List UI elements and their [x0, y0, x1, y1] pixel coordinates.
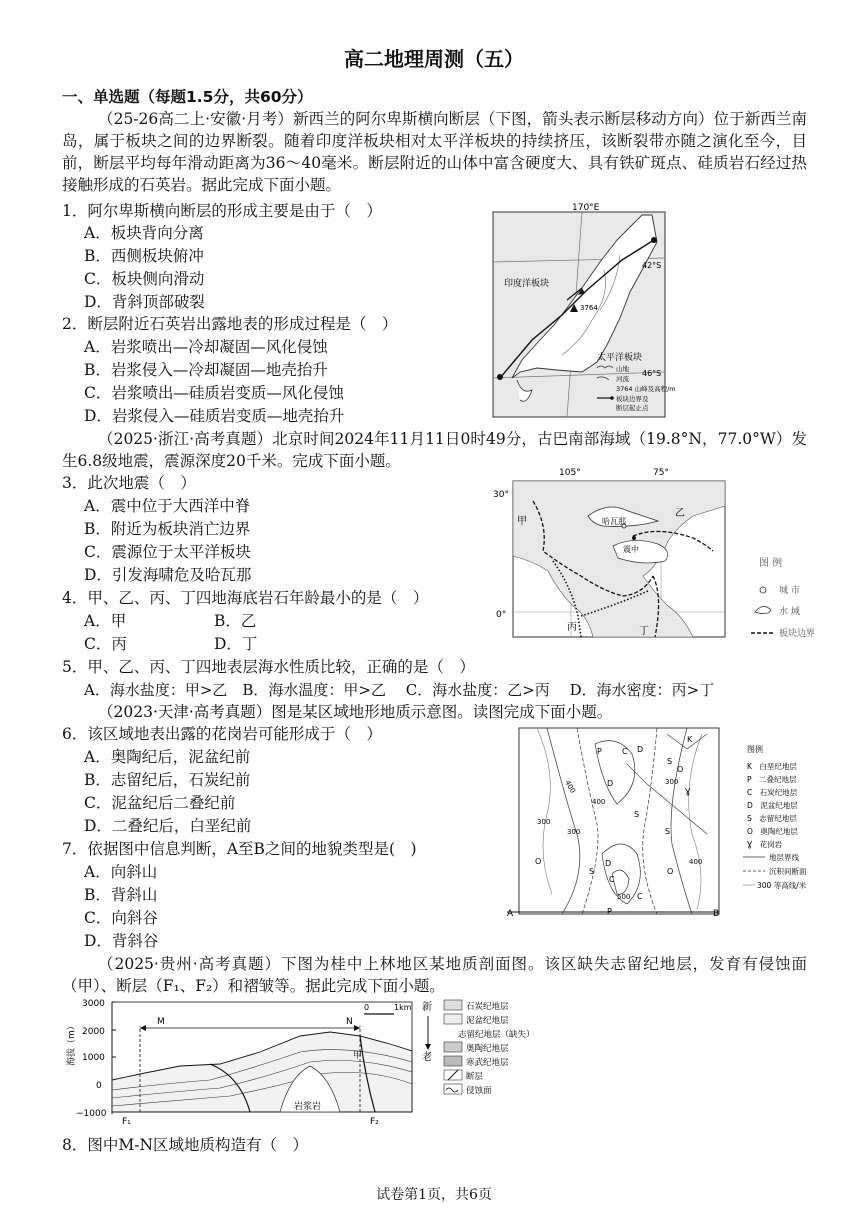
- map3-letter: Ɣ: [685, 787, 691, 796]
- section-legend-item: 泥盆纪地层: [466, 1016, 509, 1026]
- map1-peak-label: 3764: [580, 304, 598, 312]
- section-legend-item: 断层: [466, 1072, 484, 1082]
- map3-letter: K: [687, 735, 693, 744]
- map3-legend-item: 沉积间断面: [769, 867, 807, 876]
- section-ylabel: 海拔（m）: [67, 1021, 77, 1066]
- map3-letter: C: [609, 875, 615, 884]
- passage-2: （2025·浙江·高考真题）北京时间2024年11月11日0时49分，古巴南部海域（19.8°N，77.0°W）发生6.8级地震，震源深度20千米。完成下面小题。: [62, 430, 807, 470]
- passage-4: （2025·贵州·高考真题）下图为桂中上林地区某地质剖面图。该区缺失志留纪地层，发育有侵蚀面（甲）、断层（F₁、F₂）和褶皱等。据此完成下面小题。: [62, 955, 807, 995]
- map3-legend-item: D 泥盆纪地层: [747, 801, 798, 810]
- map3-legend-title: 图例: [747, 745, 763, 754]
- map2-lon1: 105°: [559, 468, 581, 478]
- map2-yi: 乙: [675, 508, 685, 519]
- map3-letter: C: [637, 892, 643, 901]
- map2-bing: 丙: [567, 622, 577, 633]
- map2-jia: 甲: [517, 516, 527, 527]
- map2-ding: 丁: [639, 626, 649, 637]
- scale-zero: 0: [364, 1003, 370, 1012]
- map1-plate-indian: 印度洋板块: [504, 279, 550, 289]
- q3-option-c: C．震源位于太平洋板块: [84, 543, 251, 561]
- map3-letter: S: [589, 867, 595, 876]
- map3-legend-item: S 志留纪地层: [747, 814, 797, 823]
- scale-1km: 1km: [394, 1003, 412, 1012]
- map3-letter: S: [665, 827, 671, 836]
- epicenter-icon: [632, 536, 636, 540]
- question-1: 1．阿尔卑斯横向断层的形成主要是由于（ ）: [62, 202, 382, 220]
- map2-legend-title: 图 例: [759, 558, 783, 569]
- map1-legend-boundary: 板块边界及: [616, 395, 649, 403]
- q7-option-a: A．向斜山: [84, 863, 158, 881]
- question-5: 5．甲、乙、丙、丁四地表层海水性质比较，正确的是（ ）: [62, 658, 475, 676]
- q1-option-a: A．板块背向分离: [84, 224, 204, 242]
- q7-option-b: B．背斜山: [84, 886, 158, 904]
- question-7: 7．依据图中信息判断，A至B之间的地貌类型是( ): [62, 840, 417, 858]
- map3-contour-label: 300: [665, 778, 679, 786]
- map1-lat2: 46°S: [642, 369, 662, 378]
- map1-lat1: 42°S: [642, 261, 662, 270]
- map3-letter: O: [535, 857, 542, 866]
- geology-map: [507, 724, 849, 924]
- map3-letter: D: [605, 859, 612, 868]
- fault-end-point: [651, 237, 657, 243]
- map1-legend-peak: 3764 山峰及高程/m: [616, 385, 676, 393]
- section-legend-item: 志留纪地层（缺失）: [458, 1030, 535, 1040]
- q4-option-b: B．乙: [214, 612, 257, 630]
- map2-legend-boundary: 板块边界: [779, 629, 816, 639]
- question-2: 2．断层附近石英岩出露地表的形成过程是（ ）: [62, 315, 398, 333]
- map3-letter: S: [634, 810, 640, 819]
- map3-contour-label: 300: [537, 818, 551, 826]
- q6-option-a: A．奥陶纪后，泥盆纪前: [84, 748, 251, 766]
- map3-legend-item: 地层界线: [769, 853, 799, 862]
- section-fault-f1: F₁: [122, 1117, 131, 1127]
- section-ytick: 0: [96, 1081, 102, 1091]
- map3-legend-item: P 二叠纪地层: [747, 775, 797, 784]
- map3-point-a: A: [507, 909, 514, 919]
- map3-letter: O: [667, 867, 674, 876]
- map2-lat2: 0°: [496, 610, 507, 620]
- map3-letter: D: [607, 779, 614, 788]
- q5-options: A．海水盐度：甲>乙 B．海水温度：甲>乙 C．海水盐度：乙>丙 D．海水密度：丙>丁: [84, 681, 715, 699]
- map2-legend-city: 城 市: [779, 586, 800, 596]
- section-legend-item: 侵蚀面: [466, 1086, 492, 1096]
- passage-3: （2023·天津·高考真题）图是某区域地形地质示意图。读图完成下面小题。: [98, 703, 613, 721]
- map3-legend-item: K 白垩纪地层: [747, 762, 797, 771]
- passage-1: （25-26高二上·安徽·月考）新西兰的阿尔卑斯横向断层（下图，箭头表示断层移动方向）位于新西兰南岛，属于板块之间的边界断裂。随着印度洋板块相对太平洋板块的持续挤压，该断裂带亦随之演化至今，目前，断层平均每年滑动距离为36～40毫米。断层附近的山体中富含硬度大、具有铁矿斑点、硅质岩石经过热接触形成的石英岩。据此完成下面小题。: [62, 110, 807, 194]
- section-legend-item: 奥陶纪地层: [466, 1044, 509, 1054]
- map3-legend-item: C 石炭纪地层: [747, 788, 798, 797]
- q6-option-c: C．泥盆纪后二叠纪前: [84, 794, 236, 812]
- question-4: 4．甲、乙、丙、丁四地海底岩石年龄最小的是（ ）: [62, 589, 429, 607]
- map3-contour-label: 400: [689, 858, 703, 866]
- section-ytick: 1000: [82, 1053, 105, 1063]
- map2-lon2: 75°: [653, 468, 669, 478]
- section-legend-item: 寒武纪地层: [466, 1058, 509, 1068]
- map3-contour-label: 500: [617, 893, 631, 901]
- section-new-label: 新: [422, 1002, 432, 1013]
- map2-havana: 哈瓦那: [602, 517, 626, 526]
- map2-lat1: 30°: [493, 490, 509, 500]
- map2-legend: [751, 556, 815, 639]
- caribbean-map: [493, 466, 849, 644]
- section-point-n: N: [346, 1017, 353, 1027]
- map3-contour-label: 300: [567, 828, 581, 836]
- q3-option-d: D．引发海啸危及哈瓦那: [84, 566, 252, 584]
- q2-option-a: A．岩浆喷出—冷却凝固—风化侵蚀: [84, 338, 328, 356]
- map3-letter: O: [677, 765, 684, 774]
- section-magma-label: 岩浆岩: [294, 1102, 322, 1112]
- map3-contour-label: 400: [563, 779, 577, 795]
- question-8: 8．图中M-N区域地质构造有（ ）: [62, 1136, 309, 1154]
- q1-option-d: D．背斜顶部破裂: [84, 293, 205, 311]
- section-ytick: −1000: [76, 1109, 107, 1119]
- map3-letter: S: [667, 757, 673, 766]
- map3-contour-label: 400: [592, 798, 606, 806]
- map3-legend-item: O 奥陶纪地层: [747, 827, 798, 836]
- section-point-m: M: [157, 1017, 165, 1027]
- geologic-section-figure: [60, 996, 540, 1128]
- section-heading: 一、单选题（每题1.5分，共60分）: [62, 88, 313, 106]
- map1-plate-pacific: 太平洋板块: [597, 353, 643, 363]
- fault-start-point: [497, 374, 503, 380]
- section-old-label: 老: [422, 1052, 432, 1063]
- map2-epicenter: 震中: [623, 545, 639, 554]
- q2-option-d: D．岩浆侵入—硅质岩变质—地壳抬升: [84, 407, 345, 425]
- q3-option-a: A．震中位于大西洋中脊: [84, 497, 251, 515]
- q7-option-d: D．背斜谷: [84, 932, 159, 950]
- map3-legend: [743, 744, 807, 890]
- map1-lon-label: 170°E: [572, 203, 600, 213]
- map3-legend-item: 300 等高线/米: [757, 881, 807, 890]
- q4-option-d: D．丁: [214, 635, 258, 653]
- q4-option-c: C．丙: [84, 635, 127, 653]
- map3-point-b: B: [713, 909, 720, 919]
- question-3: 3．此次地震（ ）: [62, 474, 196, 492]
- question-6: 6．该区域地表出露的花岗岩可能形成于（ ）: [62, 725, 382, 743]
- map1-legend-river: 河流: [616, 375, 629, 383]
- map3-letter: D: [637, 745, 644, 754]
- q2-option-c: C．岩浆喷出—硅质岩变质—风化侵蚀: [84, 384, 344, 402]
- q1-option-c: C．板块侧向滑动: [84, 270, 205, 288]
- page-title: 高二地理周测（五）: [344, 47, 524, 71]
- q4-option-a: A．甲: [84, 612, 127, 630]
- section-ytick: 3000: [82, 999, 105, 1009]
- map3-letter: C: [622, 747, 628, 756]
- section-erosion-jia: 甲: [353, 1051, 363, 1061]
- q7-option-c: C．向斜谷: [84, 909, 158, 927]
- q3-option-b: B．附近为板块消亡边界: [84, 520, 251, 538]
- q6-option-b: B．志留纪后，石炭纪前: [84, 771, 251, 789]
- map2-legend-water: 水 域: [779, 607, 800, 617]
- map3-letter: P: [597, 747, 602, 756]
- section-legend-item: 石炭纪地层: [466, 1002, 509, 1012]
- q6-option-d: D．二叠纪后，白垩纪前: [84, 817, 252, 835]
- page-footer: 试卷第1页，共6页: [376, 1187, 492, 1203]
- q2-option-b: B．岩浆侵入—冷却凝固—地壳抬升: [84, 361, 328, 379]
- map1-legend-mountain: 山地: [616, 365, 629, 373]
- q1-option-b: B．西侧板块俯冲: [84, 247, 204, 265]
- section-ytick: 2000: [82, 1027, 105, 1037]
- map3-letter: P: [607, 907, 612, 916]
- map3-legend-item: Ɣ 花岗岩: [747, 840, 783, 849]
- map1-legend-fault-points: 断层起止点: [616, 404, 649, 412]
- section-legend: [444, 1000, 535, 1096]
- new-zealand-map: [492, 200, 676, 418]
- section-fault-f2: F₂: [370, 1117, 379, 1127]
